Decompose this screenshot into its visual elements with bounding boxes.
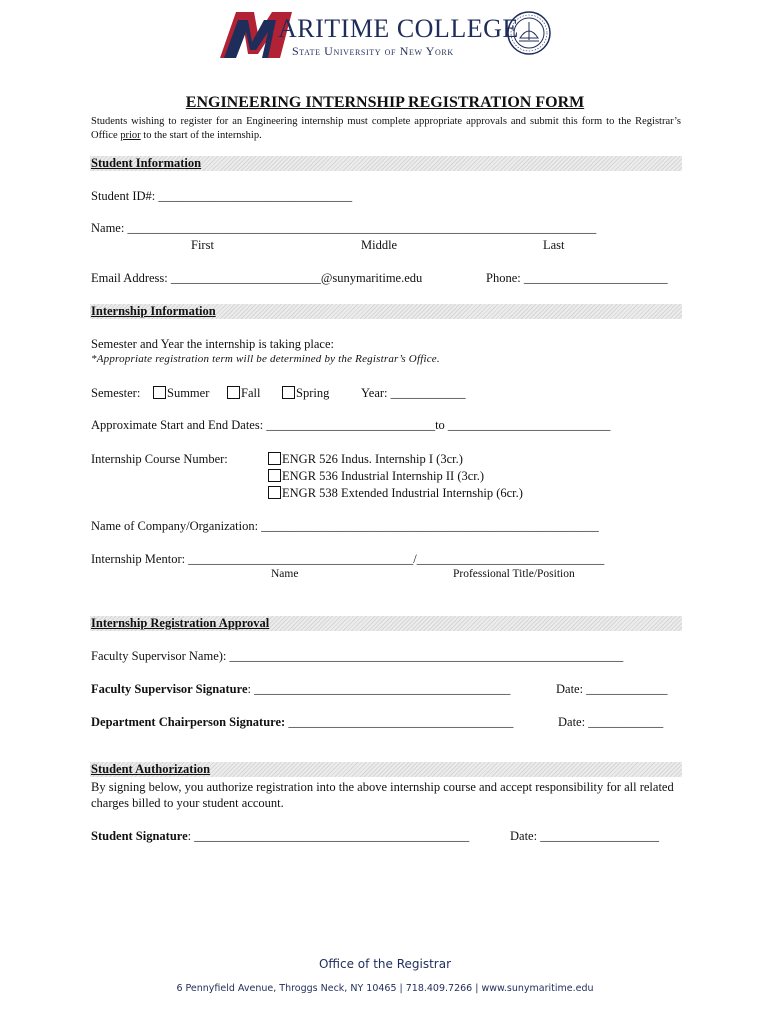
dates-field[interactable]: Approximate Start and End Dates: ___________________________to __________________________ bbox=[91, 418, 611, 432]
course-option-engr-536[interactable]: ENGR 536 Industrial Internship II (3cr.) bbox=[268, 469, 484, 484]
college-name: ARITIME COLLEGE bbox=[278, 14, 519, 43]
form-title: ENGINEERING INTERNSHIP REGISTRATION FORM bbox=[185, 94, 585, 111]
section-student-authorization: Student Authorization bbox=[90, 762, 682, 777]
course-option-engr-538[interactable]: ENGR 538 Extended Industrial Internship (6cr.) bbox=[268, 486, 523, 501]
college-logo bbox=[218, 8, 552, 66]
name-last-label: Last bbox=[543, 238, 565, 252]
registrar-note: *Appropriate registration term will be determined by the Registrar’s Office. bbox=[91, 353, 440, 365]
student-signature-field[interactable]: Student Signature: ____________________________________________ bbox=[91, 829, 470, 843]
college-seal-icon bbox=[506, 10, 552, 56]
university-name: State University of New York bbox=[292, 44, 454, 58]
semester-label: Semester: bbox=[91, 386, 141, 400]
intro-prior: prior bbox=[120, 130, 141, 141]
section-registration-approval: Internship Registration Approval bbox=[90, 616, 682, 631]
semester-year-label: Semester and Year the internship is taking place: bbox=[91, 337, 334, 351]
mentor-title-label: Professional Title/Position bbox=[453, 568, 575, 580]
section-student-information: Student Information bbox=[90, 156, 682, 171]
form-intro: Students wishing to register for an Engineering internship must complete appropriate approvals and submit this form to the Registrar’s Office prior to the start of the internship. bbox=[91, 116, 681, 141]
student-id-field[interactable]: Student ID#: _______________________________ bbox=[91, 189, 353, 203]
name-field[interactable]: Name: ___________________________________________________________________________ bbox=[91, 221, 597, 235]
mentor-name-label: Name bbox=[271, 568, 299, 580]
name-first-label: First bbox=[191, 238, 214, 252]
engr-538-checkbox[interactable] bbox=[268, 486, 281, 499]
company-field[interactable]: Name of Company/Organization: ______________________________________________________ bbox=[91, 519, 599, 533]
faculty-signature-field[interactable]: Faculty Supervisor Signature: _________________________________________ bbox=[91, 682, 511, 696]
chair-date-field[interactable]: Date: ____________ bbox=[558, 715, 664, 729]
engr-536-checkbox[interactable] bbox=[268, 469, 281, 482]
faculty-supervisor-name-field[interactable]: Faculty Supervisor Name): _______________________________________________________________ bbox=[91, 649, 624, 663]
authorization-text: By signing below, you authorize registration into the above internship course and accept responsibility for all related charges billed to your student account. bbox=[91, 780, 674, 810]
course-number-label: Internship Course Number: bbox=[91, 452, 228, 466]
footer-office: Office of the Registrar bbox=[318, 957, 452, 971]
phone-field[interactable]: Phone: _______________________ bbox=[486, 271, 668, 285]
mentor-field[interactable]: Internship Mentor: ____________________________________/______________________________ bbox=[91, 552, 605, 566]
semester-summer-option[interactable]: Summer bbox=[153, 386, 209, 401]
spring-checkbox[interactable] bbox=[282, 386, 295, 399]
section-internship-information: Internship Information bbox=[90, 304, 682, 319]
footer-address: 6 Pennyfield Avenue, Throggs Neck, NY 10465 | 718.409.7266 | www.sunymaritime.edu bbox=[176, 983, 594, 994]
student-date-field[interactable]: Date: ___________________ bbox=[510, 829, 659, 843]
semester-fall-option[interactable]: Fall bbox=[227, 386, 260, 401]
fall-checkbox[interactable] bbox=[227, 386, 240, 399]
engr-526-checkbox[interactable] bbox=[268, 452, 281, 465]
faculty-date-field[interactable]: Date: _____________ bbox=[556, 682, 668, 696]
course-option-engr-526[interactable]: ENGR 526 Indus. Internship I (3cr.) bbox=[268, 452, 463, 467]
year-field[interactable]: Year: ____________ bbox=[361, 386, 466, 400]
summer-checkbox[interactable] bbox=[153, 386, 166, 399]
name-middle-label: Middle bbox=[361, 238, 398, 252]
email-field[interactable]: Email Address: ________________________@sunymaritime.edu bbox=[91, 271, 423, 285]
chair-signature-field[interactable]: Department Chairperson Signature: ____________________________________ bbox=[91, 715, 514, 729]
semester-spring-option[interactable]: Spring bbox=[282, 386, 329, 401]
